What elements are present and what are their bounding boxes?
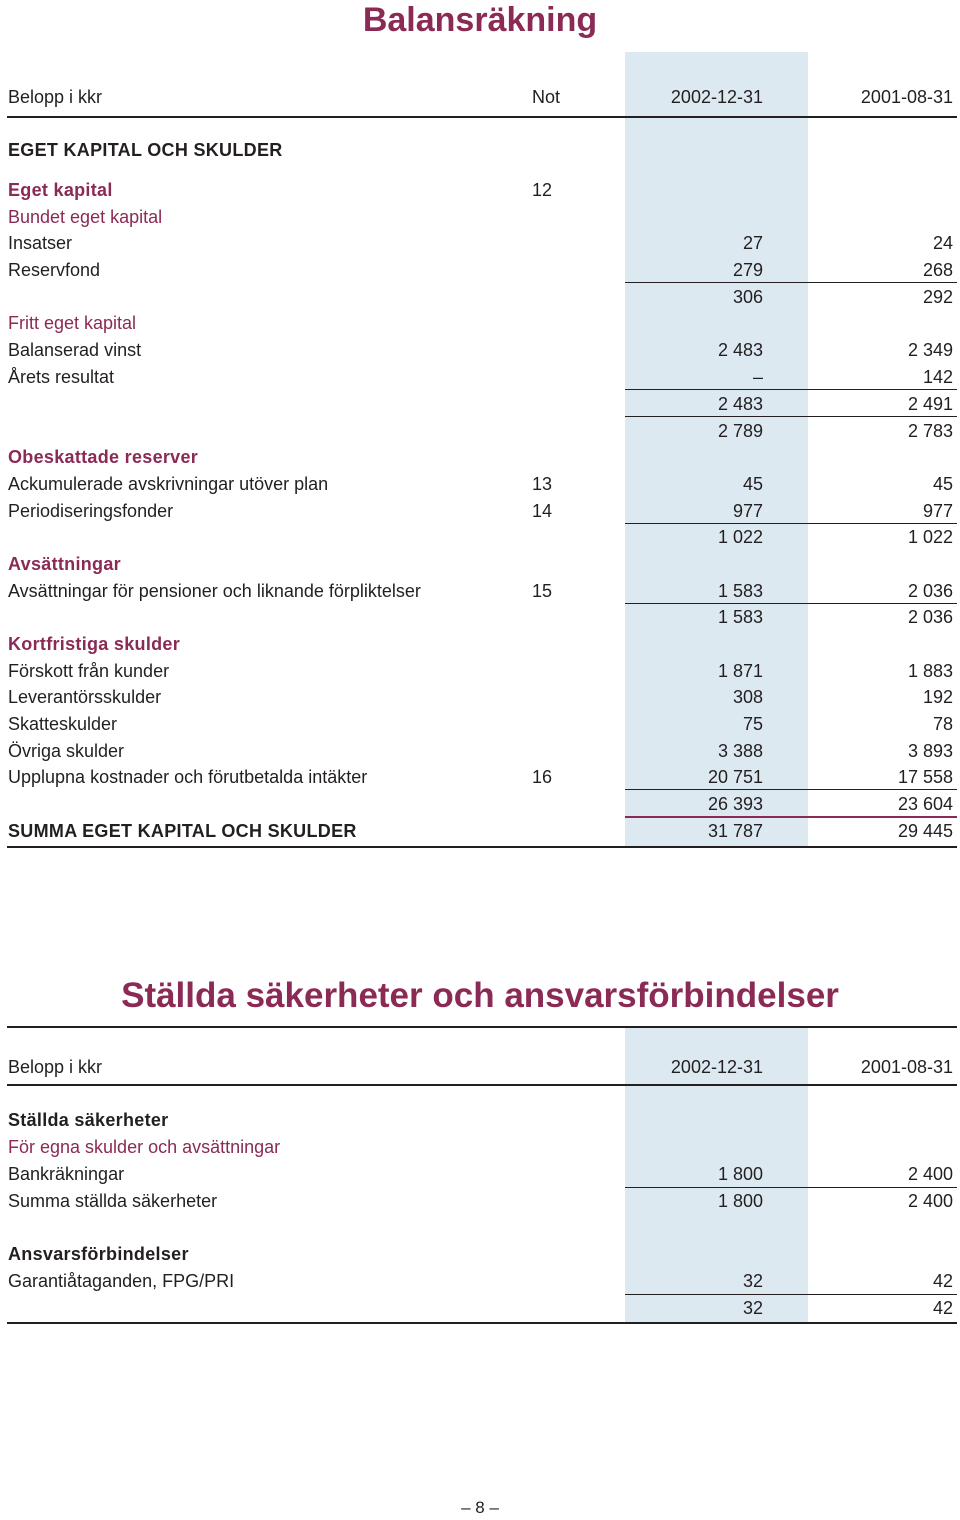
row-value-col2: 29 445 bbox=[897, 821, 953, 841]
table-row bbox=[0, 1134, 960, 1161]
title-rule bbox=[7, 1026, 957, 1028]
table-row bbox=[0, 391, 960, 418]
table-row bbox=[0, 337, 960, 364]
row-value-col1: 279 bbox=[732, 260, 763, 280]
header-label: Belopp i kkr bbox=[8, 1057, 103, 1077]
row-value-col1: 32 bbox=[742, 1271, 763, 1291]
row-value-col1: 27 bbox=[742, 233, 763, 253]
table-row bbox=[0, 444, 960, 471]
row-value-col2: 3 893 bbox=[907, 741, 953, 761]
header-label: Belopp i kkr bbox=[8, 87, 103, 107]
row-value-col1: 1 871 bbox=[717, 661, 763, 681]
header-col1: 2002-12-31 bbox=[670, 1057, 763, 1077]
row-value-col2: 192 bbox=[922, 687, 953, 707]
row-not: 12 bbox=[532, 180, 553, 200]
table-row bbox=[0, 524, 960, 551]
header-col2: 2001-08-31 bbox=[860, 1057, 953, 1077]
row-value-col2: 42 bbox=[932, 1271, 953, 1291]
bottom-rule bbox=[7, 1322, 957, 1324]
row-label: Förskott från kunder bbox=[8, 661, 170, 681]
table-row bbox=[0, 631, 960, 658]
row-value-col1: 3 388 bbox=[717, 741, 763, 761]
row-value-col2: 292 bbox=[922, 287, 953, 307]
table-row bbox=[0, 1107, 960, 1134]
row-label: Fritt eget kapital bbox=[8, 313, 137, 333]
row-label: För egna skulder och avsättningar bbox=[8, 1137, 281, 1157]
grand-total-rule bbox=[7, 846, 957, 848]
header-col2: 2001-08-31 bbox=[860, 87, 953, 107]
row-label: Ställda säkerheter bbox=[8, 1110, 169, 1130]
row-label: Ackumulerade avskrivningar utöver plan bbox=[8, 474, 329, 494]
row-label: Garantiåtaganden, FPG/PRI bbox=[8, 1271, 235, 1291]
row-value-col1: 32 bbox=[742, 1298, 763, 1318]
row-label: Reservfond bbox=[8, 260, 101, 280]
table-row bbox=[0, 578, 960, 605]
row-label: Övriga skulder bbox=[8, 741, 125, 761]
table-row bbox=[0, 1161, 960, 1188]
table-row bbox=[0, 230, 960, 257]
header-col1: 2002-12-31 bbox=[670, 87, 763, 107]
table-row bbox=[0, 604, 960, 631]
row-label: Avsättningar bbox=[8, 554, 121, 574]
row-value-col2: 142 bbox=[922, 367, 953, 387]
table-row bbox=[0, 738, 960, 765]
table-row bbox=[0, 791, 960, 818]
header-not: Not bbox=[532, 87, 561, 107]
row-value-col1: 1 022 bbox=[717, 527, 763, 547]
row-value-col2: 2 491 bbox=[907, 394, 953, 414]
row-label: Årets resultat bbox=[8, 367, 115, 387]
row-label: Upplupna kostnader och förutbetalda intäkter bbox=[8, 767, 368, 787]
table-row bbox=[0, 177, 960, 204]
row-not: 13 bbox=[532, 474, 553, 494]
page-number: – 8 – bbox=[461, 1498, 499, 1517]
row-not: 14 bbox=[532, 501, 553, 521]
section-title-row bbox=[0, 137, 960, 164]
row-label: Eget kapital bbox=[8, 180, 113, 200]
table-row bbox=[0, 498, 960, 525]
row-value-col2: 1 883 bbox=[907, 661, 953, 681]
row-value-col1: 306 bbox=[732, 287, 763, 307]
subtotal-rule bbox=[625, 282, 957, 283]
grand-total-row bbox=[0, 818, 960, 845]
row-value-col1: – bbox=[752, 367, 763, 387]
table-row bbox=[0, 1188, 960, 1215]
row-value-col2: 78 bbox=[932, 714, 953, 734]
row-value-col1: 1 583 bbox=[717, 581, 763, 601]
row-value-col1: 2 483 bbox=[717, 394, 763, 414]
table-row bbox=[0, 551, 960, 578]
row-value-col1: 45 bbox=[742, 474, 763, 494]
table-row bbox=[0, 1295, 960, 1322]
table-row bbox=[0, 418, 960, 445]
row-label: Avsättningar för pensioner och liknande förpliktelser bbox=[8, 581, 421, 601]
table-row bbox=[0, 204, 960, 231]
subtotal-rule bbox=[625, 389, 957, 390]
table-row bbox=[0, 1241, 960, 1268]
row-label: Obeskattade reserver bbox=[8, 447, 199, 467]
row-label: Skatteskulder bbox=[8, 714, 118, 734]
row-value-col2: 45 bbox=[932, 474, 953, 494]
row-value-col1: 1 800 bbox=[717, 1164, 763, 1184]
row-value-col1: 20 751 bbox=[707, 767, 763, 787]
table-row bbox=[0, 1268, 960, 1295]
table-row bbox=[0, 471, 960, 498]
row-value-col2: 977 bbox=[922, 501, 953, 521]
subtotal-rule bbox=[625, 789, 957, 790]
row-label: SUMMA EGET KAPITAL OCH SKULDER bbox=[8, 821, 357, 841]
table-row bbox=[0, 711, 960, 738]
row-value-col2: 268 bbox=[922, 260, 953, 280]
page-title-balansrakning: Balansräkning bbox=[362, 1, 598, 39]
pledged-header-row bbox=[0, 1054, 960, 1081]
row-value-col2: 2 400 bbox=[907, 1191, 953, 1211]
row-label: Leverantörsskulder bbox=[8, 687, 162, 707]
subtotal-rule bbox=[625, 416, 957, 417]
row-value-col2: 42 bbox=[932, 1298, 953, 1318]
row-label: Ansvarsförbindelser bbox=[8, 1244, 189, 1264]
table-row bbox=[0, 764, 960, 791]
row-label: Bundet eget kapital bbox=[8, 207, 163, 227]
header-rule bbox=[7, 116, 957, 118]
row-value-col1: 75 bbox=[742, 714, 763, 734]
table-row bbox=[0, 257, 960, 284]
row-label: Kortfristiga skulder bbox=[8, 634, 181, 654]
row-value-col1: 2 483 bbox=[717, 340, 763, 360]
row-value-col1: 31 787 bbox=[707, 821, 763, 841]
table-row bbox=[0, 284, 960, 311]
row-value-col2: 1 022 bbox=[907, 527, 953, 547]
row-label: Balanserad vinst bbox=[8, 340, 142, 360]
row-value-col2: 17 558 bbox=[897, 767, 953, 787]
table-row bbox=[0, 658, 960, 685]
row-label: Periodiseringsfonder bbox=[8, 501, 174, 521]
balance-header-row bbox=[0, 84, 960, 111]
row-value-col2: 2 036 bbox=[907, 607, 953, 627]
row-value-col1: 308 bbox=[732, 687, 763, 707]
row-label: Insatser bbox=[8, 233, 73, 253]
row-not: 16 bbox=[532, 767, 553, 787]
table-row bbox=[0, 684, 960, 711]
row-value-col1: 1 800 bbox=[717, 1191, 763, 1211]
page-title-stallda-sakerheter: Ställda säkerheter och ansvarsförbindelser bbox=[121, 976, 839, 1015]
row-value-col2: 23 604 bbox=[897, 794, 953, 814]
section-title: EGET KAPITAL OCH SKULDER bbox=[8, 140, 283, 160]
row-value-col2: 2 349 bbox=[907, 340, 953, 360]
row-value-col2: 2 783 bbox=[907, 421, 953, 441]
row-value-col2: 2 400 bbox=[907, 1164, 953, 1184]
row-value-col1: 2 789 bbox=[717, 421, 763, 441]
row-label: Summa ställda säkerheter bbox=[8, 1191, 218, 1211]
table-row bbox=[0, 310, 960, 337]
header-rule bbox=[7, 1084, 957, 1086]
row-value-col1: 977 bbox=[732, 501, 763, 521]
row-value-col2: 2 036 bbox=[907, 581, 953, 601]
table-row bbox=[0, 364, 960, 391]
row-value-col1: 26 393 bbox=[707, 794, 763, 814]
row-value-col2: 24 bbox=[932, 233, 953, 253]
row-not: 15 bbox=[532, 581, 553, 601]
row-label: Bankräkningar bbox=[8, 1164, 125, 1184]
row-value-col1: 1 583 bbox=[717, 607, 763, 627]
